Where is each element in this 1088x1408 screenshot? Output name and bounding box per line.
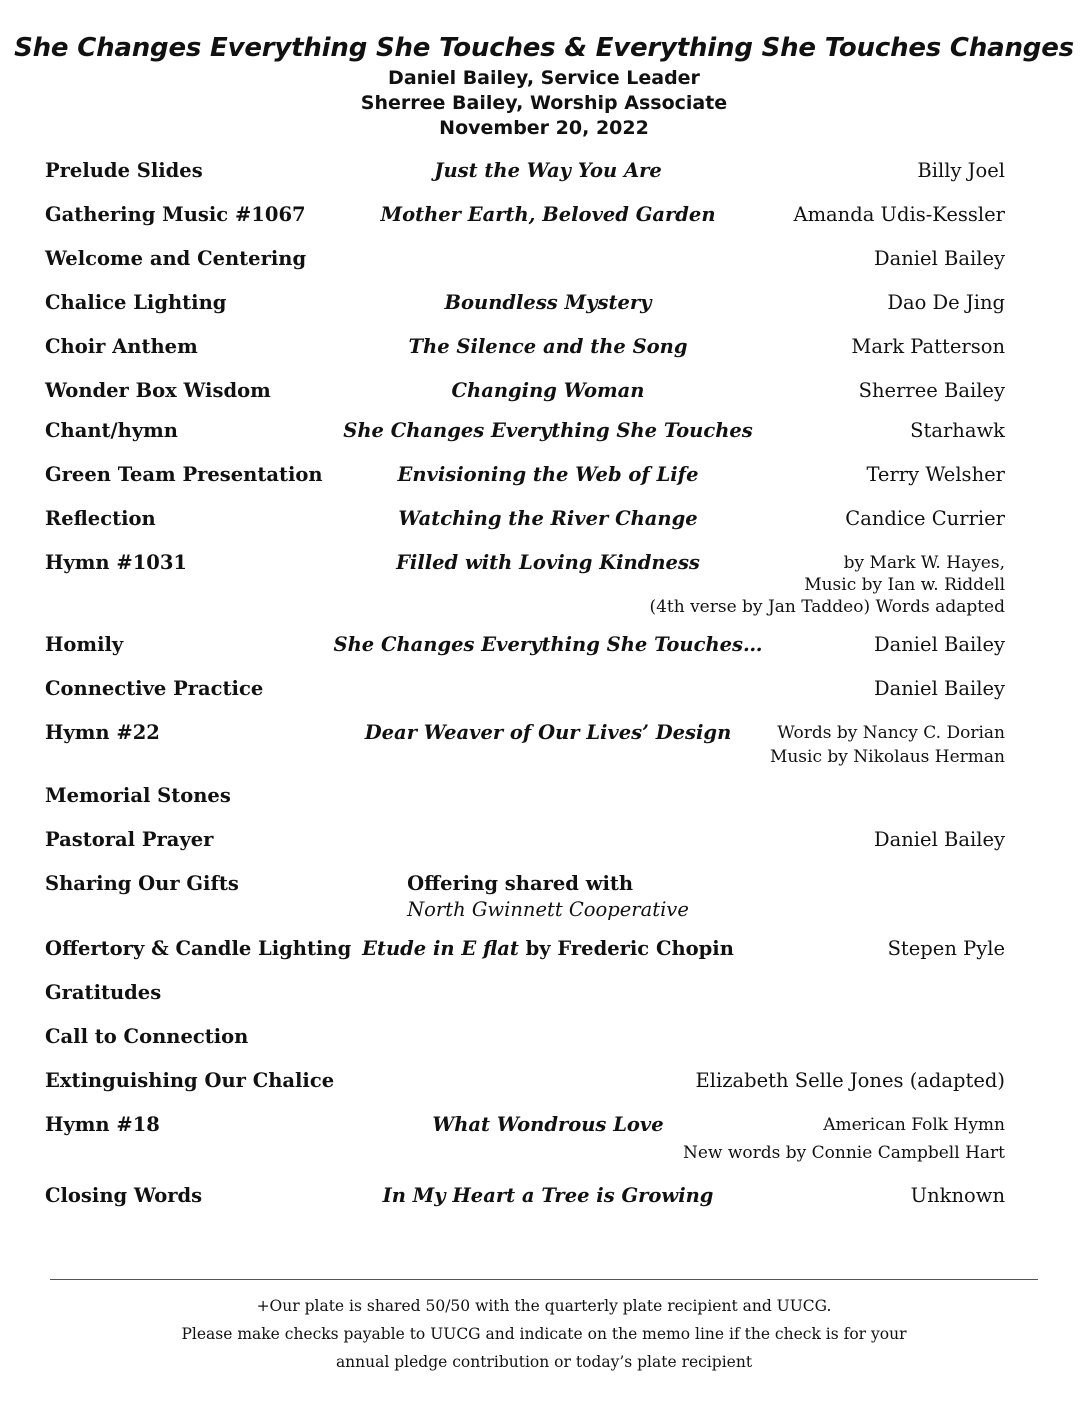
program-part: Green Team Presentation [45, 463, 323, 486]
program-credit: Daniel Bailey [873, 677, 1005, 700]
program-title: Watching the River Change [398, 507, 698, 530]
program-row [0, 720, 1088, 767]
program-credit: Mark Patterson [851, 335, 1005, 358]
offering-recipient: North Gwinnett Cooperative [407, 898, 689, 921]
program-row [0, 1068, 1088, 1098]
program-row [0, 246, 1088, 276]
program-part: Chalice Lighting [45, 291, 227, 314]
footer-line: Please make checks payable to UUCG and indicate on the memo line if the check is for your [181, 1325, 907, 1343]
piece-title: Etude in E flat [362, 937, 519, 960]
program-row [0, 550, 1088, 617]
program-part: Closing Words [45, 1184, 203, 1207]
program-title: In My Heart a Tree is Growing [382, 1184, 714, 1207]
program-row [0, 1024, 1088, 1054]
program-part: Choir Anthem [45, 335, 198, 358]
program-row [0, 418, 1088, 448]
program-credit: Amanda Udis-Kessler [793, 203, 1005, 226]
program-credit: by Mark W. Hayes, [843, 553, 1005, 573]
program-row [0, 158, 1088, 188]
program-row [0, 980, 1088, 1010]
program-part: Pastoral Prayer [45, 828, 214, 851]
program-row [0, 783, 1088, 813]
program-row [0, 936, 1088, 966]
program-part: Hymn #1031 [45, 551, 187, 574]
program-credit: Dao De Jing [887, 291, 1005, 314]
program-credit: Billy Joel [917, 159, 1005, 182]
program-part: Homily [45, 633, 124, 656]
program-part: Gathering Music #1067 [45, 203, 306, 226]
program-credit: Elizabeth Selle Jones (adapted) [695, 1069, 1005, 1092]
program-part: Gratitudes [45, 981, 162, 1004]
program-part: Memorial Stones [45, 784, 231, 807]
program-title: She Changes Everything She Touches… [333, 633, 763, 656]
program-part: Chant/hymn [45, 419, 178, 442]
program-title: Just the Way You Are [434, 159, 662, 182]
program-part: Hymn #18 [45, 1113, 160, 1136]
program-title: Filled with Loving Kindness [396, 551, 700, 574]
program-credit: Unknown [910, 1184, 1005, 1207]
footer-line: annual pledge contribution or today’s plate recipient [335, 1353, 753, 1371]
worship-associate: Sherree Bailey, Worship Associate [360, 92, 728, 114]
program-credit: Stepen Pyle [887, 937, 1005, 960]
program-row [0, 290, 1088, 320]
program-title: Dear Weaver of Our Lives’ Design [364, 721, 732, 744]
program-title: Envisioning the Web of Life [397, 463, 699, 486]
service-leader: Daniel Bailey, Service Leader [388, 67, 700, 89]
program-title: What Wondrous Love [432, 1113, 664, 1136]
program-part: Reflection [45, 507, 156, 530]
program-part: Prelude Slides [45, 159, 203, 182]
program-row [0, 202, 1088, 232]
order-of-service-header [0, 30, 1088, 141]
program-credit: Music by Ian w. Riddell [804, 575, 1005, 595]
program-title [362, 936, 734, 962]
service-date: November 20, 2022 [439, 117, 649, 139]
program-title: Changing Woman [451, 379, 645, 402]
program-part: Extinguishing Our Chalice [45, 1069, 335, 1092]
program-part: Hymn #22 [45, 721, 160, 744]
service-title: She Changes Everything She Touches & Everything She Touches Changes [14, 33, 1074, 63]
program-credit: Daniel Bailey [873, 247, 1005, 270]
piece-composer: by Frederic Chopin [518, 937, 734, 960]
program-part: Wonder Box Wisdom [45, 379, 271, 402]
program-row [0, 462, 1088, 492]
program-title: The Silence and the Song [408, 335, 688, 358]
footer-line: +Our plate is shared 50/50 with the quarterly plate recipient and UUCG. [256, 1297, 832, 1315]
program-credit: Music by Nikolaus Herman [769, 747, 1005, 767]
program-title [407, 871, 689, 923]
program-row [0, 632, 1088, 662]
program-credit: Daniel Bailey [873, 828, 1005, 851]
program-part: Call to Connection [45, 1025, 249, 1048]
program-credit: Daniel Bailey [873, 633, 1005, 656]
program-row [0, 827, 1088, 857]
program-part: Connective Practice [45, 677, 264, 700]
program-row [0, 506, 1088, 536]
offering-label: Offering shared with [407, 872, 634, 895]
program-title: Mother Earth, Beloved Garden [380, 203, 716, 226]
program-credit: Starhawk [910, 419, 1005, 442]
program-title: Boundless Mystery [444, 291, 652, 314]
program-row [0, 1112, 1088, 1168]
program-row [0, 871, 1088, 927]
program-row [0, 334, 1088, 364]
program-part: Sharing Our Gifts [45, 872, 239, 895]
footer-note [0, 1292, 1088, 1376]
program-row [0, 1183, 1088, 1213]
program-part: Offertory & Candle Lighting [45, 937, 352, 960]
footer-divider [50, 1279, 1038, 1280]
program-credit: Candice Currier [845, 507, 1005, 530]
program-credit: Terry Welsher [866, 463, 1005, 486]
program-credit: (4th verse by Jan Taddeo) Words adapted [649, 597, 1005, 617]
program-credit: Words by Nancy C. Dorian [777, 723, 1005, 743]
program-credit: American Folk Hymn [823, 1115, 1005, 1135]
program-row [0, 676, 1088, 706]
program-credit: New words by Connie Campbell Hart [682, 1143, 1005, 1163]
program-part: Welcome and Centering [45, 247, 307, 270]
program-row [0, 378, 1088, 408]
program-title: She Changes Everything She Touches [343, 419, 753, 442]
program-credit: Sherree Bailey [858, 379, 1005, 402]
